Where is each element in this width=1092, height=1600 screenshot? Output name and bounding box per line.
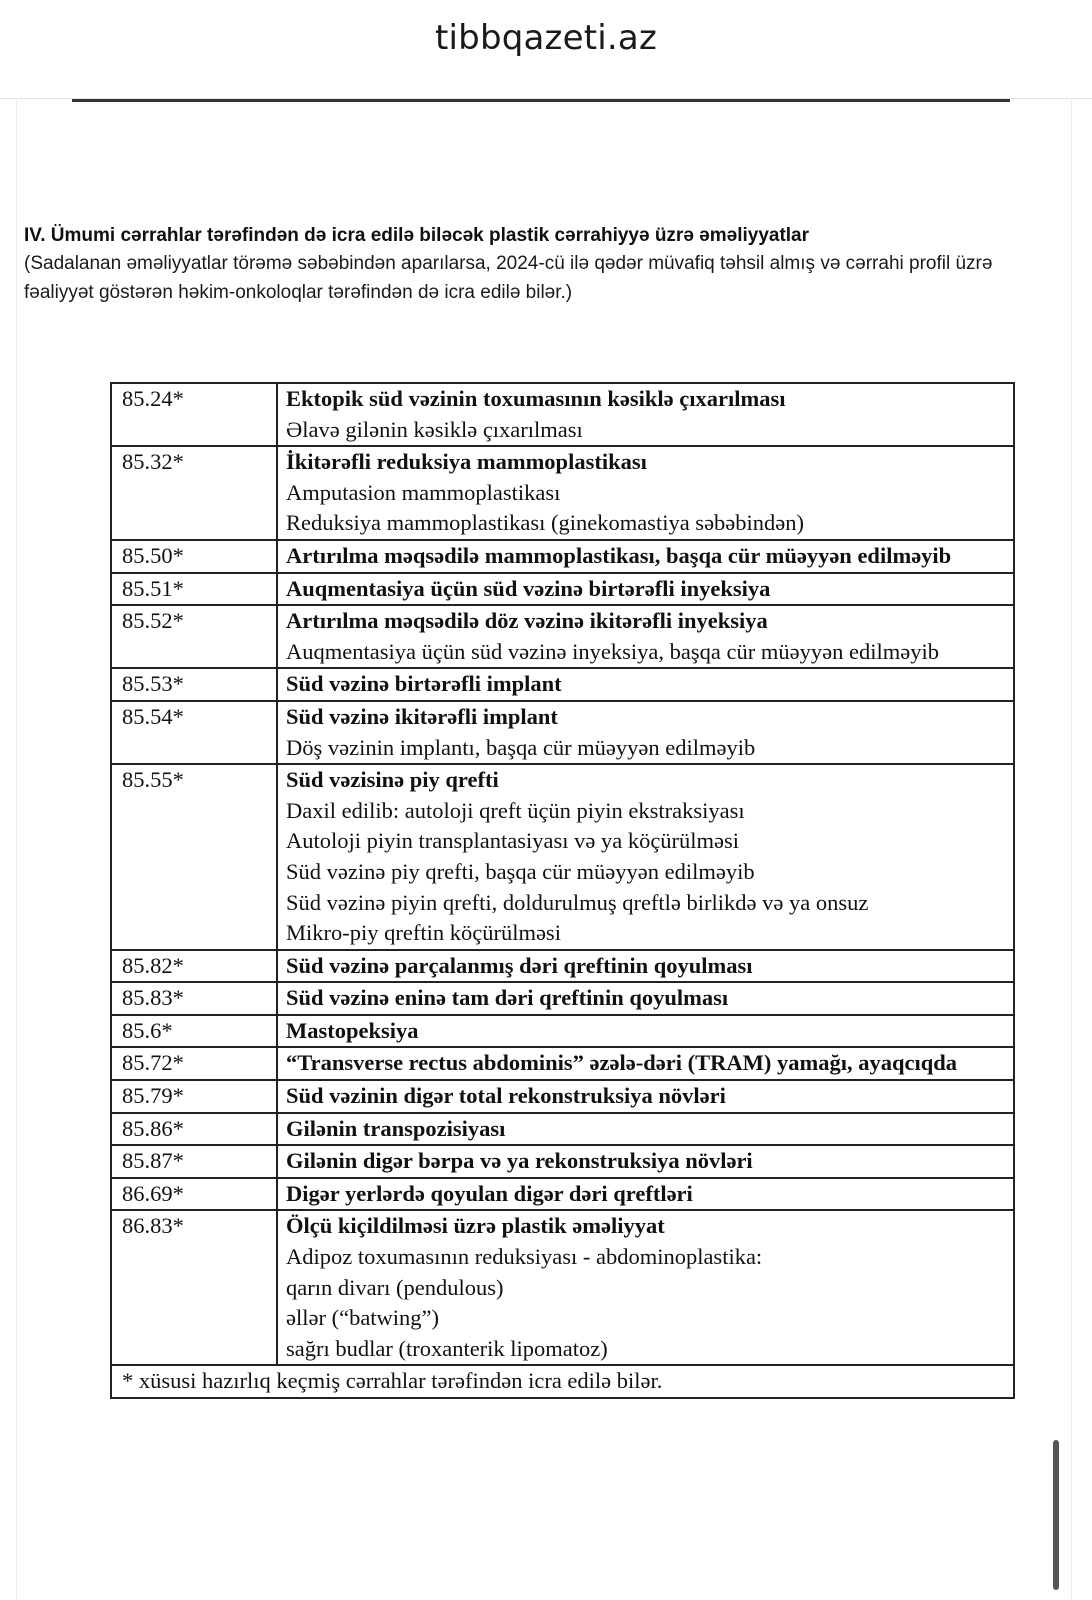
table-row xyxy=(111,982,1014,1015)
procedure-code: 85.32* xyxy=(111,446,277,540)
procedure-description xyxy=(277,383,1014,446)
procedure-title: Mastopeksiya xyxy=(286,1017,419,1043)
procedure-title: Digər yerlərdə qoyulan digər dəri qreftləri xyxy=(286,1180,693,1206)
procedure-code: 86.69* xyxy=(111,1178,277,1211)
procedure-code: 85.52* xyxy=(111,605,277,668)
procedure-detail: əllər (“batwing”) xyxy=(286,1305,440,1331)
table-row xyxy=(111,1047,1014,1080)
procedure-description xyxy=(277,605,1014,668)
previous-table-bottom-edge xyxy=(72,99,1010,102)
table-row xyxy=(111,701,1014,764)
procedure-code: 85.51* xyxy=(111,573,277,606)
procedure-detail: Adipoz toxumasının reduksiyası - abdominoplastika: xyxy=(286,1244,763,1270)
procedure-code: 85.54* xyxy=(111,701,277,764)
table-row xyxy=(111,1113,1014,1146)
procedure-detail: Amputasion mammoplastikası xyxy=(286,479,561,505)
procedure-code: 85.87* xyxy=(111,1145,277,1178)
procedure-title: Süd vəzisinə piy qrefti xyxy=(286,767,499,793)
top-address-bar xyxy=(0,0,1092,99)
section-note: (Sadalanan əməliyyatlar törəmə səbəbindən aparılarsa, 2024-cü ilə qədər müvafiq təhsil almış və cərrahi profil üzrə fəaliyyət göstərən həkim-onkoloqlar tərəfindən də icra edilə bilər.) xyxy=(24,253,993,303)
procedure-code: 85.55* xyxy=(111,764,277,950)
procedure-description xyxy=(277,1178,1014,1211)
procedure-detail: Reduksiya mammoplastikası (ginekomastiya səbəbindən) xyxy=(286,510,805,536)
procedure-title: Süd vəzinə birtərəfli implant xyxy=(286,671,562,697)
procedure-detail: Mikro-piy qreftin köçürülməsi xyxy=(286,920,561,946)
procedure-description xyxy=(277,764,1014,950)
procedure-detail: Auqmentasiya üçün süd vəzinə inyeksiya, başqa cür müəyyən edilməyib xyxy=(286,638,939,664)
procedure-detail: Döş vəzinin implantı, başqa cür müəyyən edilməyib xyxy=(286,734,756,760)
procedure-description xyxy=(277,1047,1014,1080)
table-row xyxy=(111,1080,1014,1113)
table-row xyxy=(111,1210,1014,1365)
procedure-description xyxy=(277,540,1014,573)
procedure-code: 85.82* xyxy=(111,950,277,983)
procedure-code: 85.86* xyxy=(111,1113,277,1146)
procedure-description xyxy=(277,1145,1014,1178)
procedure-title: Gilənin transpozisiyası xyxy=(286,1115,506,1141)
table-row xyxy=(111,605,1014,668)
procedure-detail: Süd vəzinə piy qrefti, başqa cür müəyyən edilməyib xyxy=(286,858,755,884)
procedure-description xyxy=(277,1113,1014,1146)
procedure-description xyxy=(277,1015,1014,1048)
procedure-code: 85.50* xyxy=(111,540,277,573)
table-row xyxy=(111,573,1014,606)
procedure-code: 85.24* xyxy=(111,383,277,446)
procedure-description xyxy=(277,668,1014,701)
procedure-title: Ektopik süd vəzinin toxumasının kəsiklə çıxarılması xyxy=(286,386,786,411)
table-row xyxy=(111,446,1014,540)
procedure-code: 85.53* xyxy=(111,668,277,701)
procedure-description xyxy=(277,573,1014,606)
procedure-title: “Transverse rectus abdominis” əzələ-dəri (TRAM) yamağı, ayaqcıqda xyxy=(286,1050,957,1076)
procedure-title: Artırılma məqsədilə mammoplastikası, başqa cür müəyyən edilməyib xyxy=(286,542,952,568)
procedure-title: İkitərəfli reduksiya mammoplastikası xyxy=(286,449,647,475)
table-footnote: * xüsusi hazırlıq keçmiş cərrahlar tərəfindən icra edilə bilər. xyxy=(111,1365,1014,1398)
procedure-code: 86.83* xyxy=(111,1210,277,1365)
procedure-title: Gilənin digər bərpa və ya rekonstruksiya növləri xyxy=(286,1148,753,1174)
procedures-table-body xyxy=(111,383,1014,1398)
procedure-detail: qarın divarı (pendulous) xyxy=(286,1274,504,1300)
table-row xyxy=(111,1178,1014,1211)
procedure-detail: Autoloji piyin transplantasiyası və ya köçürülməsi xyxy=(286,828,740,854)
procedure-detail: Süd vəzinə piyin qrefti, doldurulmuş qreftlə birlikdə və ya onsuz xyxy=(286,889,869,915)
procedure-description xyxy=(277,701,1014,764)
procedure-title: Süd vəzinin digər total rekonstruksiya növləri xyxy=(286,1083,726,1109)
procedure-code: 85.72* xyxy=(111,1047,277,1080)
procedure-description xyxy=(277,1210,1014,1365)
procedure-description xyxy=(277,1080,1014,1113)
procedure-title: Artırılma məqsədilə döz vəzinə ikitərəfli inyeksiya xyxy=(286,608,768,634)
procedure-description xyxy=(277,982,1014,1015)
section-heading: IV. Ümumi cərrahlar tərəfindən də icra edilə biləcək plastik cərrahiyyə üzrə əməliyyatlar xyxy=(24,225,810,246)
procedure-code: 85.6* xyxy=(111,1015,277,1048)
procedure-title: Auqmentasiya üçün süd vəzinə birtərəfli inyeksiya xyxy=(286,575,771,601)
table-footnote-row xyxy=(111,1365,1014,1398)
procedure-code: 85.79* xyxy=(111,1080,277,1113)
procedure-detail: sağrı budlar (troxanterik lipomatoz) xyxy=(286,1335,608,1361)
scrollbar-thumb[interactable] xyxy=(1053,1440,1059,1590)
table-row xyxy=(111,383,1014,446)
procedure-title: Süd vəzinə eninə tam dəri qreftinin qoyulması xyxy=(286,985,729,1011)
procedure-title: Ölçü kiçildilməsi üzrə plastik əməliyyat xyxy=(286,1213,665,1239)
procedure-description xyxy=(277,950,1014,983)
table-row xyxy=(111,668,1014,701)
table-row xyxy=(111,950,1014,983)
procedure-title: Süd vəzinə ikitərəfli implant xyxy=(286,703,558,729)
site-title[interactable]: tibbqazeti.az xyxy=(435,18,657,58)
procedure-detail: Daxil edilib: autoloji qreft üçün piyin ekstraksiyası xyxy=(286,797,745,823)
procedure-detail: Əlavə gilənin kəsiklə çıxarılması xyxy=(286,416,583,442)
procedure-description xyxy=(277,446,1014,540)
procedure-title: Süd vəzinə parçalanmış dəri qreftinin qoyulması xyxy=(286,952,753,978)
table-row xyxy=(111,1015,1014,1048)
table-row xyxy=(111,764,1014,950)
procedures-table xyxy=(110,382,1015,1399)
procedure-code: 85.83* xyxy=(111,982,277,1015)
table-row xyxy=(111,1145,1014,1178)
table-row xyxy=(111,540,1014,573)
